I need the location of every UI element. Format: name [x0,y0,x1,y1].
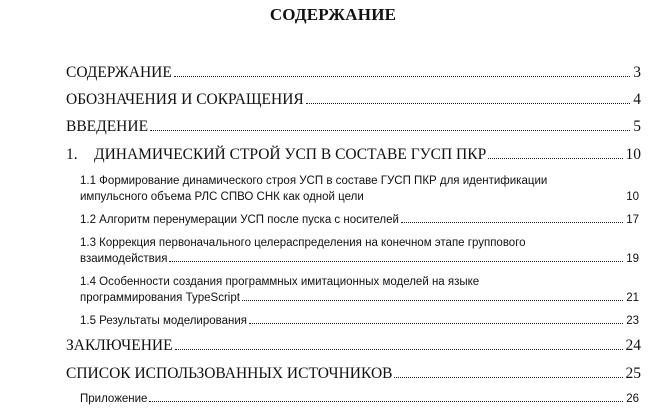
toc-entry-label: импульсного объема РЛС СПВО СНК как одной цели [80,191,364,203]
toc-page-number: 4 [633,91,641,108]
toc-leader-dots [175,349,623,350]
toc-entry-contents[interactable] [66,64,641,82]
toc-page-number: 5 [633,118,641,135]
toc-entry-label: СПИСОК ИСПОЛЬЗОВАННЫХ ИСТОЧНИКОВ [66,365,393,382]
toc-page-number: 26 [626,393,639,405]
toc-entry-1-3-line1[interactable]: 1.3 Коррекция первоначального целераспределения на конечном этапе группового [80,237,526,249]
toc-leader-dots [394,377,622,378]
toc-leader-dots [306,103,631,104]
toc-page-number: 23 [626,315,639,327]
toc-leader-dots [174,76,630,77]
toc-entry-1-4-line1[interactable]: 1.4 Особенности создания программных имитационных моделей на языке [80,276,480,288]
toc-page-number: 3 [633,64,641,81]
toc-entry-label: программирования TypeScript [80,292,240,304]
toc-entry-label: взаимодействия [80,253,168,265]
toc-leader-dots [149,401,623,402]
toc-entry-label: ЗАКЛЮЧЕНИЕ [66,337,173,354]
toc-leader-dots [401,222,623,223]
toc-leader-dots [150,130,630,131]
toc-leader-dots [169,261,623,262]
toc-entry-label: Приложение [80,393,148,405]
toc-page-number: 21 [626,292,639,304]
toc-page-number: 10 [626,191,639,203]
toc-entry-1-1[interactable] [80,191,639,203]
toc-page-number: 17 [626,214,639,226]
toc-leader-dots [488,158,622,159]
toc-entry-label: СОДЕРЖАНИЕ [66,64,172,81]
toc-entry-chapter-1[interactable] [66,146,641,164]
toc-entry-label: 1.5 Результаты моделирования [80,315,248,327]
toc-entry-1-4[interactable] [80,292,639,304]
toc-entry-label: ОБОЗНАЧЕНИЯ И СОКРАЩЕНИЯ [66,91,304,108]
toc-entry-introduction[interactable] [66,118,641,136]
toc-page-number: 24 [625,337,641,354]
toc-page-number: 10 [625,146,641,163]
page-title: СОДЕРЖАНИЕ [269,5,397,24]
toc-leader-dots [242,300,623,301]
toc-entry-appendix[interactable] [80,393,639,405]
toc-leader-dots [249,323,623,324]
toc-chapter-number: 1. [66,146,78,163]
toc-entry-1-2[interactable] [80,214,639,226]
toc-page-number: 25 [625,365,641,382]
toc-entry-label: ДИНАМИЧЕСКИЙ СТРОЙ УСП В СОСТАВЕ ГУСП ПКР [94,146,487,163]
toc-entry-1-1-line1[interactable]: 1.1 Формирование динамического строя УСП в составе ГУСП ПКР для идентификации [80,175,548,187]
toc-entry-abbreviations[interactable] [66,91,641,109]
toc-entry-1-5[interactable] [80,315,639,327]
toc-entry-references[interactable] [66,365,641,383]
toc-entry-1-3[interactable] [80,253,639,265]
toc-entry-conclusion[interactable] [66,337,641,355]
toc-entry-label: ВВЕДЕНИЕ [66,118,149,135]
toc-entry-label: 1.2 Алгоритм перенумерации УСП после пуска с носителей [80,214,399,226]
toc-page-number: 19 [626,253,639,265]
